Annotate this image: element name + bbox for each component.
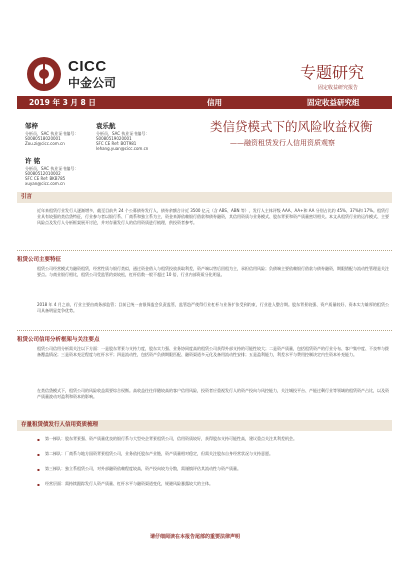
report-type: 专题研究 [300,63,365,82]
research-team: 固定收益研究组 [307,98,360,107]
divider [17,330,392,331]
analyst-name: 袁乐航 [96,122,116,130]
section-header-1: 租赁公司主要特征 [17,257,62,263]
analyst-line: SFC CE Ref: BOT981 [96,141,137,146]
bullet-item: 第一梯队：股东背景强、资产质量优良的银行系与大型央企背景租赁公司，信用资质较好，获得股东支持可能性高，建议重点关注其利差机会。 [45,436,297,441]
bullet-item: 第三梯队：独立系租赁公司，对外部融资依赖程度较高，资产投向较为分散，需谨慎评估其流动性与资产质量。 [45,466,241,471]
bullet-item: 经营层面：需持续跟踪发行人资产质量、杠杆水平与融资渠道变化，规避风险暴露较大的主体。 [45,481,213,486]
analyst-line: 分析员，SAC 执业证书编号： [25,131,79,136]
analyst-name: 邹梓 [25,122,38,130]
section-2-paragraph: 租赁公司信用分析需关注以下方面：一是股东背景与支持力度，股东实力强、业务协同度高的租赁公司获得外部支持的可能性较大；二是资产质量，包括租赁资产的行业分布、客户集中度、不良率与拨备覆盖情况；三是资本充足程度与杠杆水平；四是流动性，包括资产负债期限匹配、融资渠道多元化及备用流动性安排；五是盈利能力，利差水平与费用控制决定内生资本补充能力。 [37,346,389,358]
analyst-line: S0080518020001 [25,136,61,141]
report-subtype: 固定收益研究报告 [318,85,359,91]
bullet-icon: ▪ [37,452,40,457]
section-1-paragraph: 租赁公司经营模式为融资租赁，经营性质与银行类似，通过资金借入与租赁投放获取利差，资产端以售后回租为主，承担信用风险；负债端主要依赖银行借款与债券融资，期限错配与流动性管理是关注要点。与商业银行相比，租赁公司受监管约束较松，杠杆倍数一般不超过 10 倍，行业内部资质分化明显。 [37,266,389,278]
analyst-email: xuyan@cicc.com.cn [25,181,65,186]
brand-name-cn: 中金公司 [68,76,117,90]
analyst-card [96,122,176,151]
analyst-line: S0080512010002 [25,171,61,176]
report-title: 类信贷模式下的风险收益权衡 [210,119,373,134]
analyst-name: 许 铭 [25,157,41,165]
report-category: 信用 [207,98,222,107]
report-info-band [17,96,392,109]
analyst-email: lehang.yuan@cicc.com.cn [96,146,149,151]
bullet-icon: ▪ [37,467,40,472]
bullet-icon: ▪ [37,437,40,442]
analyst-email: Zou.zi@cicc.com.cn [25,141,65,146]
bullet-item: 第二梯队：厂商系与地方国资背景租赁公司，业务依托股东产业链，资产质量相对稳定，但需关注股东自身经营状况与支持意愿。 [45,451,273,456]
section-2-paragraph-2: 在类信贷模式下，租赁公司的风险收益需要综合权衡。高收益往往伴随较高的客户信用风险，投资者应重视发行人的资产投向与风控能力，关注城投平台、产能过剩行业等领域的租赁资产占比，以及资产质量波动对盈利和资本的影响。 [37,388,389,400]
report-date: 2019 年 3 月 8 日 [29,98,96,107]
section-header-3: 存量租赁债发行人信用资质梳理 [17,420,392,431]
analyst-line: S0080519020001 [96,136,132,141]
section-1-paragraph-2: 2018 年 4 月之前，行业主要由商务部监管；目前已统一由银保监会负责监管，监管趋严使得行业杠杆与业务扩张受到约束，行业进入整合期。股东背景较强、资产质量较好、资本实力雄厚的租赁公司具备明显竞争优势。 [37,302,389,314]
brand-name-en: CICC [68,58,107,75]
analyst-card [25,122,95,146]
divider [17,250,392,251]
analyst-card [25,157,95,186]
cicc-logo-icon [26,56,62,92]
analyst-line: 分析员，SAC 执业证书编号： [25,166,79,171]
section-header-2: 租赁公司信用分析框架与关注要点 [17,337,100,343]
bullet-icon: ▪ [37,482,40,487]
intro-paragraph: 近年来租赁行业发行人逐渐增多，截至目前共 24 个公募债券发行人，债券余额合计近 3500 亿元（含 ABS、ABN 等），发行人主体评级 AAA、AA+和 AA 分别占比约 45%、37%和 17%。租赁行业具有较强的类信贷特征，行业参与者以银行系、厂商系和独立系为主，资金来源依赖银行借款和债券融资，其信用资质与业务模式、股东背景和资产质量密切相关。本文从租赁行业的运作模式、主要风险点及发行人分析框架展开讨论，并对存量发行人的信用资质进行梳理，供投资者参考。 [37,208,389,226]
report-subtitle: ——融资租赁发行人信用资质观察 [230,139,335,147]
analyst-line: SFC CE Ref: BKB785 [25,176,66,181]
section-header-intro: 引言 [17,192,392,203]
analyst-line: 分析员，SAC 执业证书编号： [96,131,150,136]
footer-disclaimer: 请仔细阅读在本报告尾部的重要法律声明 [150,534,241,540]
